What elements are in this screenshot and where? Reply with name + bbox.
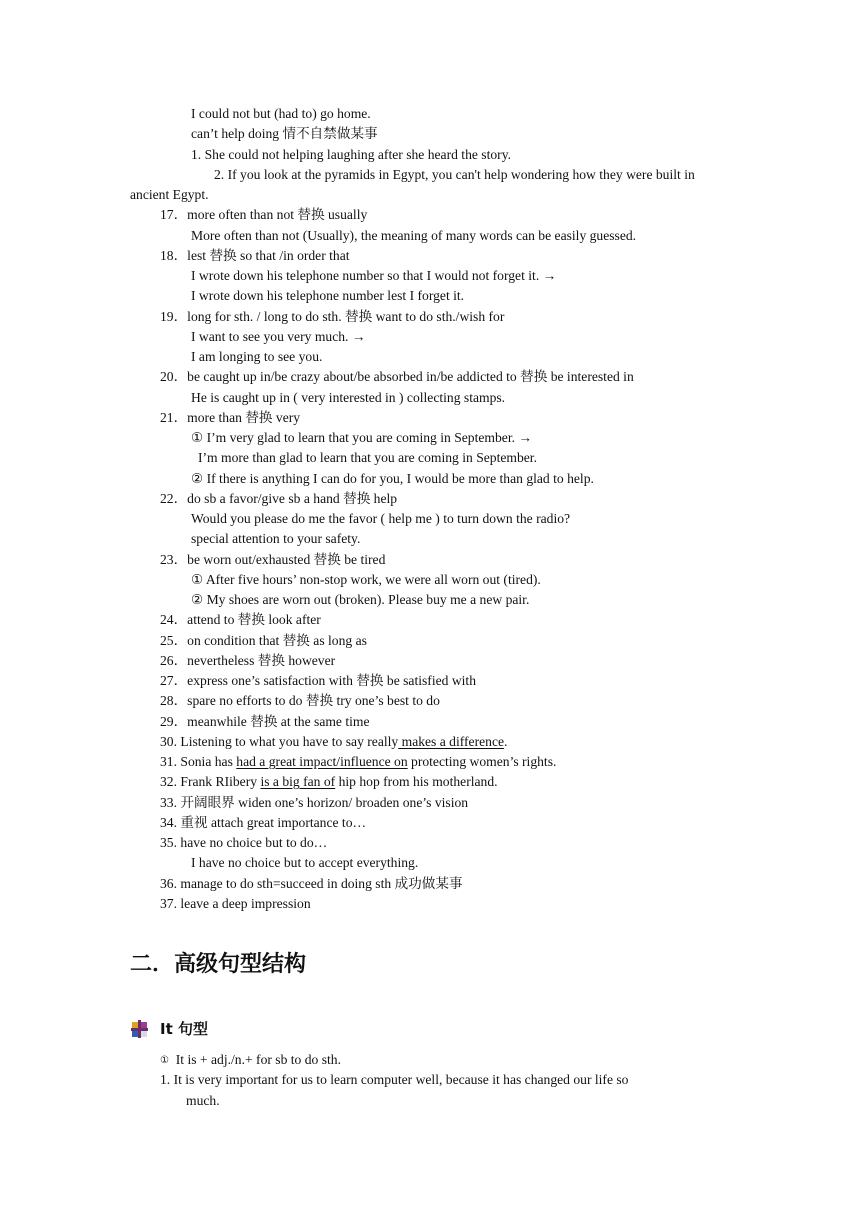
text-line: More often than not (Usually), the meaning of many words can be easily guessed. — [191, 228, 637, 243]
item-30-underlined: makes a difference — [398, 734, 505, 749]
text-line: He is caught up in ( very interested in ) collecting stamps. — [191, 390, 506, 405]
text-line: ① I’m very glad to learn that you are coming in September. → — [191, 430, 532, 445]
bullet-icon — [131, 1020, 149, 1038]
item-31-underlined: had a great impact/influence on — [236, 754, 408, 769]
text-line: I wrote down his telephone number lest I forget it. — [191, 288, 465, 303]
text-line: I wrote down his telephone number so that I would not forget it. → — [191, 268, 557, 283]
item-32-pre: 32. Frank RIibery — [160, 774, 261, 789]
text-line: ancient Egypt. — [130, 187, 209, 202]
text-line: I want to see you very much. → — [191, 329, 366, 344]
item-20: 20．be caught up in/be crazy about/be absorbed in/be addicted to 替换 be interested in — [160, 369, 634, 384]
text-line: I am longing to see you. — [191, 349, 323, 364]
example-line: 1. It is very important for us to learn computer well, because it has changed our life so — [160, 1072, 629, 1087]
item-35: 35. have no choice but to do… — [160, 835, 328, 850]
item-36: 36. manage to do sth=succeed in doing sth 成功做某事 — [160, 876, 463, 891]
item-32 — [160, 772, 498, 792]
text-line: 1. She could not helping laughing after she heard the story. — [191, 147, 512, 162]
text-line: ① After five hours’ non-stop work, we were all worn out (tired). — [191, 572, 541, 587]
item-31 — [160, 752, 556, 772]
item-33: 33. 开阔眼界 widen one’s horizon/ broaden one’s vision — [160, 795, 469, 810]
item-19: 19．long for sth. / long to do sth. 替换 want to do sth./wish for — [160, 309, 505, 324]
item-30 — [160, 732, 507, 752]
text-line: Would you please do me the favor ( help me ) to turn down the radio? — [191, 511, 571, 526]
item-25: 25．on condition that 替换 as long as — [160, 633, 367, 648]
item-23: 23．be worn out/exhausted 替换 be tired — [160, 552, 386, 567]
section-title: 二．高级句型结构 — [130, 952, 307, 977]
item-21: 21．more than 替换 very — [160, 410, 301, 425]
text-line: ② If there is anything I can do for you, I would be more than glad to help. — [191, 471, 594, 486]
item-32-post: hip hop from his motherland. — [335, 774, 498, 789]
text-line: special attention to your safety. — [191, 531, 361, 546]
item-37: 37. leave a deep impression — [160, 896, 311, 911]
item-26: 26．nevertheless 替换 however — [160, 653, 336, 668]
item-29: 29．meanwhile 替换 at the same time — [160, 714, 370, 729]
pattern-line — [160, 1050, 341, 1071]
pattern-text: It is + adj./n.+ for sb to do sth. — [175, 1052, 342, 1067]
item-27: 27．express one’s satisfaction with 替换 be satisfied with — [160, 673, 477, 688]
text-line: ② My shoes are worn out (broken). Please buy me a new pair. — [191, 592, 530, 607]
text-line: can’t help doing 情不自禁做某事 — [191, 126, 378, 141]
item-24: 24．attend to 替换 look after — [160, 612, 321, 627]
text-line: I have no choice but to accept everything. — [191, 855, 419, 870]
item-31-pre: 31. Sonia has — [160, 754, 237, 769]
text-line: 2. If you look at the pyramids in Egypt, you can't help wondering how they were built in — [214, 167, 695, 182]
item-28: 28．spare no efforts to do 替换 try one’s best to do — [160, 693, 440, 708]
item-34: 34. 重视 attach great importance to… — [160, 815, 367, 830]
subsection-title: It 句型 — [160, 1020, 208, 1038]
item-18: 18．lest 替换 so that /in order that — [160, 248, 350, 263]
text-line: I’m more than glad to learn that you are coming in September. — [198, 450, 537, 465]
pattern-marker: ① — [160, 1055, 169, 1066]
item-30-pre: 30. Listening to what you have to say really — [160, 734, 399, 749]
item-22: 22．do sb a favor/give sb a hand 替换 help — [160, 491, 398, 506]
item-17: 17．more often than not 替换 usually — [160, 207, 368, 222]
example-line: much. — [186, 1093, 220, 1108]
text-line: I could not but (had to) go home. — [191, 106, 371, 121]
item-30-post: . — [504, 734, 508, 749]
item-32-underlined: is a big fan of — [260, 774, 336, 789]
item-31-post: protecting women’s rights. — [407, 754, 557, 769]
